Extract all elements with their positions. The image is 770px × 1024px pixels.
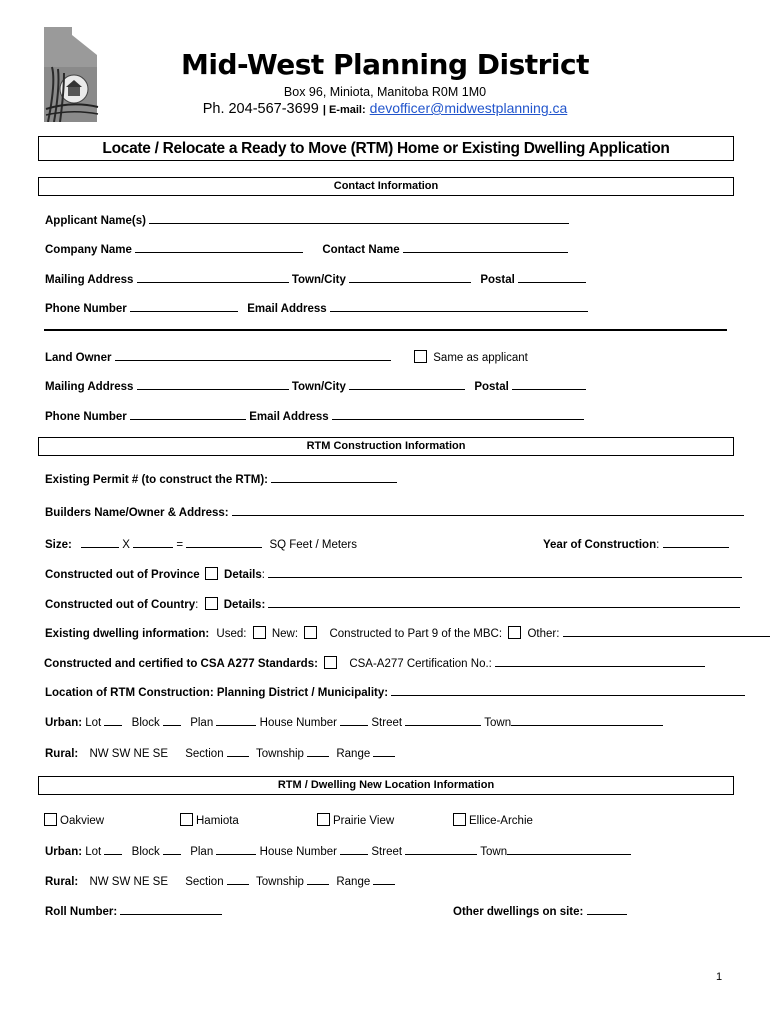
size-equals-label: = — [176, 539, 184, 551]
block-label: Block — [131, 717, 160, 729]
new-urban-label: Urban: — [45, 846, 83, 858]
municipality-oakview — [44, 813, 104, 828]
street-field[interactable] — [405, 714, 481, 726]
district-contact-line — [0, 100, 770, 117]
size-length-field[interactable] — [81, 536, 119, 548]
part9-label: Constructed to Part 9 of the MBC: — [329, 628, 503, 640]
location-row — [45, 684, 745, 700]
year-of-construction-label: Year of Construction — [543, 539, 657, 551]
used-label: Used: — [216, 628, 247, 640]
prairie-view-checkbox[interactable] — [317, 813, 330, 826]
out-of-country-row: Constructed out of Country: Details: — [45, 596, 740, 612]
applicant-names-row — [45, 212, 569, 228]
new-town-label: Town — [480, 846, 508, 858]
owner-town-city-label: Town/City — [291, 381, 346, 393]
page-number: 1 — [716, 971, 723, 983]
new-plan-field[interactable] — [216, 843, 256, 855]
contact-name-label: Contact Name — [322, 244, 400, 256]
email-label: | E-mail: — [322, 104, 366, 116]
urban-label: Urban: — [45, 717, 83, 729]
csa-standards-checkbox[interactable] — [324, 656, 337, 669]
town-field[interactable] — [511, 714, 663, 726]
owner-mailing-address-label: Mailing Address — [45, 381, 134, 393]
mailing-address-label: Mailing Address — [45, 274, 134, 286]
range-label: Range — [336, 748, 371, 760]
phone-number-field[interactable] — [130, 300, 238, 312]
new-urban-row — [45, 843, 631, 859]
new-town-field[interactable] — [507, 843, 631, 855]
country-details-label: Details — [223, 599, 262, 611]
section-contact-information: Contact Information — [38, 177, 734, 196]
mailing-row — [45, 271, 586, 287]
builders-row — [45, 504, 744, 520]
lot-label: Lot — [85, 717, 102, 729]
email-link[interactable]: devofficer@midwestplanning.ca — [369, 100, 568, 116]
range-field[interactable] — [373, 745, 395, 757]
year-of-construction-field[interactable] — [663, 536, 729, 548]
section-new-location: RTM / Dwelling New Location Information — [38, 776, 734, 795]
house-number-label: House Number — [259, 717, 337, 729]
owner-phone-number-field[interactable] — [130, 408, 246, 420]
plan-field[interactable] — [216, 714, 256, 726]
form-title: Locate / Relocate a Ready to Move (RTM) Home or Existing Dwelling Application — [38, 136, 734, 161]
size-total-field[interactable] — [186, 536, 262, 548]
new-lot-field[interactable] — [104, 843, 122, 855]
ellice-archie-label: Ellice-Archie — [469, 815, 533, 827]
section-divider — [44, 329, 727, 331]
district-phone: Ph. 204-567-3699 — [202, 101, 319, 117]
csa-cert-label: CSA-A277 Certification No.: — [349, 658, 492, 670]
roll-number-field[interactable] — [120, 903, 222, 915]
owner-mailing-address-field[interactable] — [137, 378, 289, 390]
province-details-label: Details — [224, 569, 262, 581]
existing-dwelling-row — [45, 625, 770, 641]
town-city-field[interactable] — [349, 271, 471, 283]
company-row — [45, 241, 568, 257]
existing-permit-label: Existing Permit # (to construct the RTM): — [45, 474, 268, 486]
postal-field[interactable] — [518, 271, 586, 283]
roll-number-row — [45, 903, 222, 919]
csa-cert-field[interactable] — [495, 655, 705, 667]
new-section-label: Section — [185, 876, 224, 888]
existing-permit-row — [45, 471, 397, 487]
owner-postal-label: Postal — [474, 381, 509, 393]
same-as-applicant-checkbox[interactable] — [414, 350, 427, 363]
construction-urban-row — [45, 714, 663, 730]
postal-label: Postal — [480, 274, 515, 286]
rural-label: Rural: — [45, 748, 79, 760]
new-house-number-label: House Number — [259, 846, 337, 858]
company-name-label: Company Name — [45, 244, 132, 256]
roll-number-label: Roll Number: — [45, 906, 118, 918]
hamiota-label: Hamiota — [196, 815, 239, 827]
builders-name-label: Builders Name/Owner & Address: — [45, 507, 229, 519]
size-width-field[interactable] — [133, 536, 173, 548]
owner-email-address-field[interactable] — [332, 408, 584, 420]
email-address-field[interactable] — [330, 300, 588, 312]
district-address: Box 96, Miniota, Manitoba R0M 1M0 — [283, 85, 487, 99]
new-plan-label: Plan — [190, 846, 214, 858]
land-owner-label: Land Owner — [45, 352, 112, 364]
csa-row — [44, 655, 705, 671]
new-block-field[interactable] — [163, 843, 181, 855]
lot-field[interactable] — [104, 714, 122, 726]
new-street-label: Street — [371, 846, 403, 858]
province-details-field[interactable] — [268, 566, 742, 578]
owner-phone-number-label: Phone Number — [45, 411, 127, 423]
company-name-field[interactable] — [135, 241, 303, 253]
construction-rural-row — [45, 745, 395, 761]
part9-checkbox[interactable] — [508, 626, 521, 639]
builders-name-field[interactable] — [232, 504, 744, 516]
other-label: Other: — [527, 628, 560, 640]
new-range-field[interactable] — [373, 873, 395, 885]
out-of-province-checkbox[interactable] — [205, 567, 218, 580]
other-dwellings-label: Other dwellings on site: — [453, 906, 584, 918]
new-township-field[interactable] — [307, 873, 329, 885]
same-as-applicant-label: Same as applicant — [433, 352, 528, 364]
out-of-province-label: Constructed out of Province — [45, 569, 200, 581]
phone-number-label: Phone Number — [45, 303, 127, 315]
owner-mailing-row — [45, 378, 586, 394]
oakview-checkbox[interactable] — [44, 813, 57, 826]
out-of-province-row: Constructed out of Province Details: — [45, 566, 742, 582]
contact-name-field[interactable] — [403, 241, 568, 253]
township-field[interactable] — [307, 745, 329, 757]
street-label: Street — [371, 717, 403, 729]
new-label: New: — [271, 628, 299, 640]
municipality-prairie-view — [317, 813, 394, 828]
phone-row — [45, 300, 588, 316]
size-label: Size: — [45, 539, 72, 551]
csa-standards-label: Constructed and certified to CSA A277 Standards: — [44, 658, 318, 670]
ellice-archie-checkbox[interactable] — [453, 813, 466, 826]
section-label: Section — [185, 748, 224, 760]
prairie-view-label: Prairie View — [333, 815, 395, 827]
house-number-field[interactable] — [340, 714, 368, 726]
town-label: Town — [484, 717, 512, 729]
size-units-label: SQ Feet / Meters — [269, 539, 358, 551]
location-field[interactable] — [391, 684, 745, 696]
size-x-label: X — [122, 539, 130, 551]
quarters-label: NW SW NE SE — [89, 748, 169, 760]
location-label: Location of RTM Construction: Planning District / Municipality: — [45, 687, 389, 699]
new-rural-label: Rural: — [45, 876, 79, 888]
existing-dwelling-label: Existing dwelling information: — [45, 628, 210, 640]
new-quarters-label: NW SW NE SE — [89, 876, 169, 888]
new-checkbox[interactable] — [304, 626, 317, 639]
owner-town-city-field[interactable] — [349, 378, 465, 390]
municipality-hamiota — [180, 813, 239, 828]
new-township-label: Township — [256, 876, 304, 888]
municipality-ellice-archie — [453, 813, 533, 828]
other-field[interactable] — [563, 625, 770, 637]
new-street-field[interactable] — [405, 843, 477, 855]
country-details-field[interactable] — [268, 596, 740, 608]
other-dwellings-row — [453, 903, 627, 919]
existing-permit-field[interactable] — [271, 471, 397, 483]
applicant-names-label: Applicant Name(s) — [45, 215, 146, 227]
section-field[interactable] — [227, 745, 249, 757]
year-row: Year of Construction: — [543, 536, 729, 552]
town-city-label: Town/City — [291, 274, 346, 286]
new-house-number-field[interactable] — [340, 843, 368, 855]
plan-label: Plan — [190, 717, 214, 729]
applicant-names-field[interactable] — [149, 212, 569, 224]
used-checkbox[interactable] — [253, 626, 266, 639]
new-block-label: Block — [131, 846, 160, 858]
new-range-label: Range — [336, 876, 371, 888]
owner-email-address-label: Email Address — [249, 411, 329, 423]
block-field[interactable] — [163, 714, 181, 726]
district-title: Mid-West Planning District — [180, 48, 590, 81]
new-section-field[interactable] — [227, 873, 249, 885]
township-label: Township — [256, 748, 304, 760]
oakview-label: Oakview — [60, 815, 105, 827]
size-row — [45, 536, 357, 552]
land-owner-field[interactable] — [115, 349, 391, 361]
section-rtm-construction: RTM Construction Information — [38, 437, 734, 456]
owner-postal-field[interactable] — [512, 378, 586, 390]
owner-phone-row — [45, 408, 584, 424]
mailing-address-field[interactable] — [137, 271, 289, 283]
land-owner-row — [45, 349, 528, 365]
out-of-country-label: Constructed out of Country — [45, 599, 196, 611]
new-lot-label: Lot — [85, 846, 102, 858]
other-dwellings-field[interactable] — [587, 903, 627, 915]
email-address-label: Email Address — [247, 303, 327, 315]
out-of-country-checkbox[interactable] — [205, 597, 218, 610]
new-rural-row — [45, 873, 395, 889]
hamiota-checkbox[interactable] — [180, 813, 193, 826]
